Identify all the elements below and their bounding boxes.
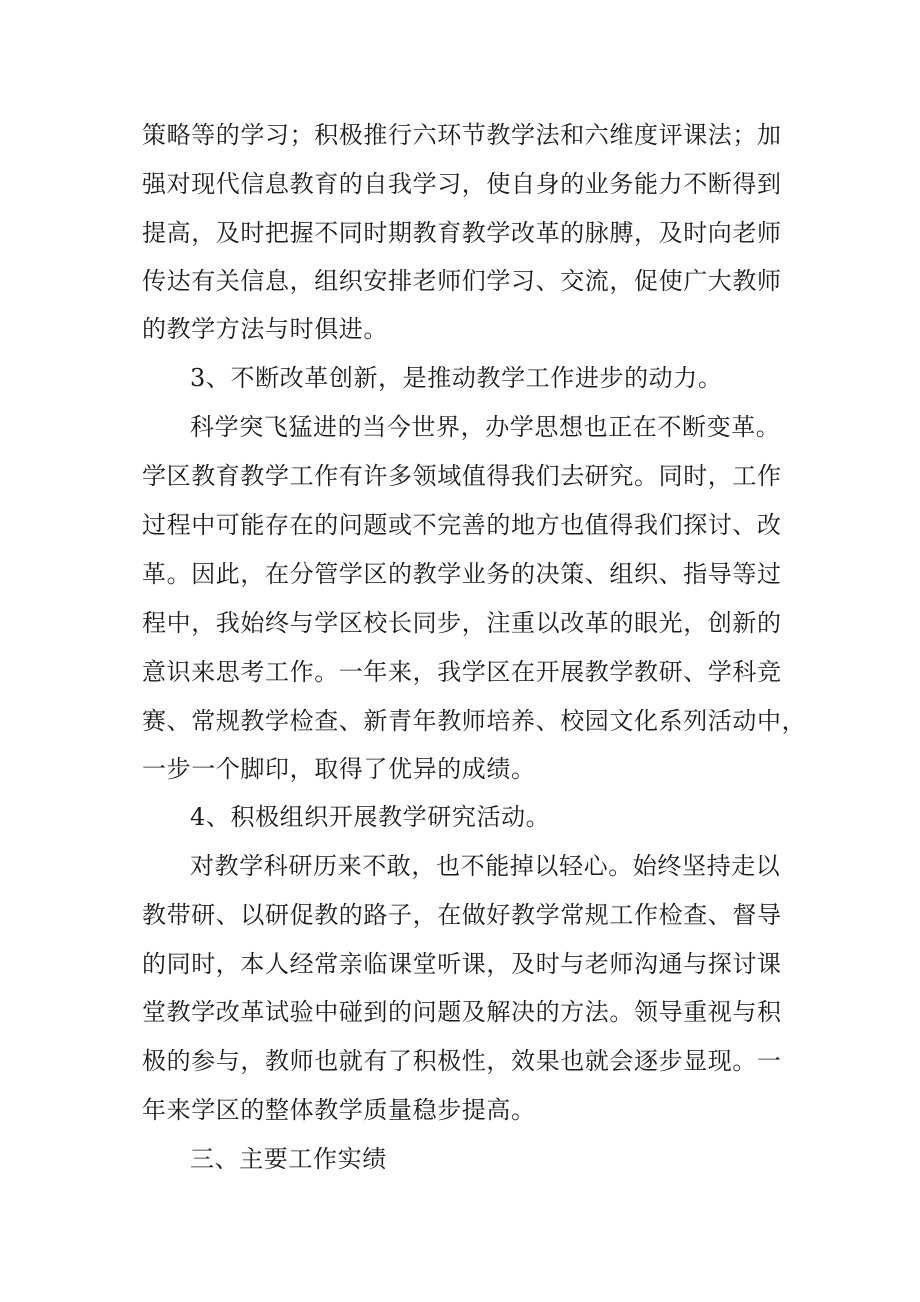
text-line: 革。因此，在分管学区的教学业务的决策、组织、指导等过: [142, 560, 782, 588]
text-line: 教带研、以研促教的路子，在做好教学常规工作检查、督导: [142, 901, 782, 929]
text-line: 强对现代信息教育的自我学习，使自身的业务能力不断得到: [142, 170, 782, 198]
text-line: 赛、常规教学检查、新青年教师培养、校园文化系列活动中，: [142, 707, 807, 735]
text-line: 年来学区的整体教学质量稳步提高。: [142, 1096, 536, 1124]
text-line: 对教学科研历来不敢，也不能掉以轻心。始终坚持走以: [190, 852, 781, 880]
text-line: 学区教育教学工作有许多领域值得我们去研究。同时，工作: [142, 462, 782, 490]
text-line: 传达有关信息，组织安排老师们学习、交流，促使广大教师: [142, 267, 782, 295]
text-line: 堂教学改革试验中碰到的问题及解决的方法。领导重视与积: [142, 998, 782, 1026]
section-heading: 三、主要工作实绩: [190, 1145, 387, 1173]
text-line: 的同时，本人经常亲临课堂听课，及时与老师沟通与探讨课: [142, 950, 782, 978]
text-line: 程中，我始终与学区校长同步，注重以改革的眼光，创新的: [142, 609, 782, 637]
text-line: 提高，及时把握不同时期教育教学改革的脉膊，及时向老师: [142, 219, 782, 247]
text-line: 的教学方法与时俱进。: [142, 315, 388, 343]
section-heading: 4、积极组织开展教学研究活动。: [190, 803, 551, 831]
text-line: 科学突飞猛进的当今世界，办学思想也正在不断变革。: [190, 413, 781, 441]
text-line: 一步一个脚印，取得了优异的成绩。: [142, 755, 536, 783]
text-line: 过程中可能存在的问题或不完善的地方也值得我们探讨、改: [142, 511, 782, 539]
text-line: 极的参与，教师也就有了积极性，效果也就会逐步显现。一: [142, 1047, 782, 1075]
text-line: 意识来思考工作。一年来，我学区在开展教学教研、学科竞: [142, 658, 782, 686]
text-line: 策略等的学习；积极推行六环节教学法和六维度评课法；加: [142, 121, 782, 149]
section-heading: 3、不断改革创新，是推动教学工作进步的动力。: [190, 364, 723, 392]
